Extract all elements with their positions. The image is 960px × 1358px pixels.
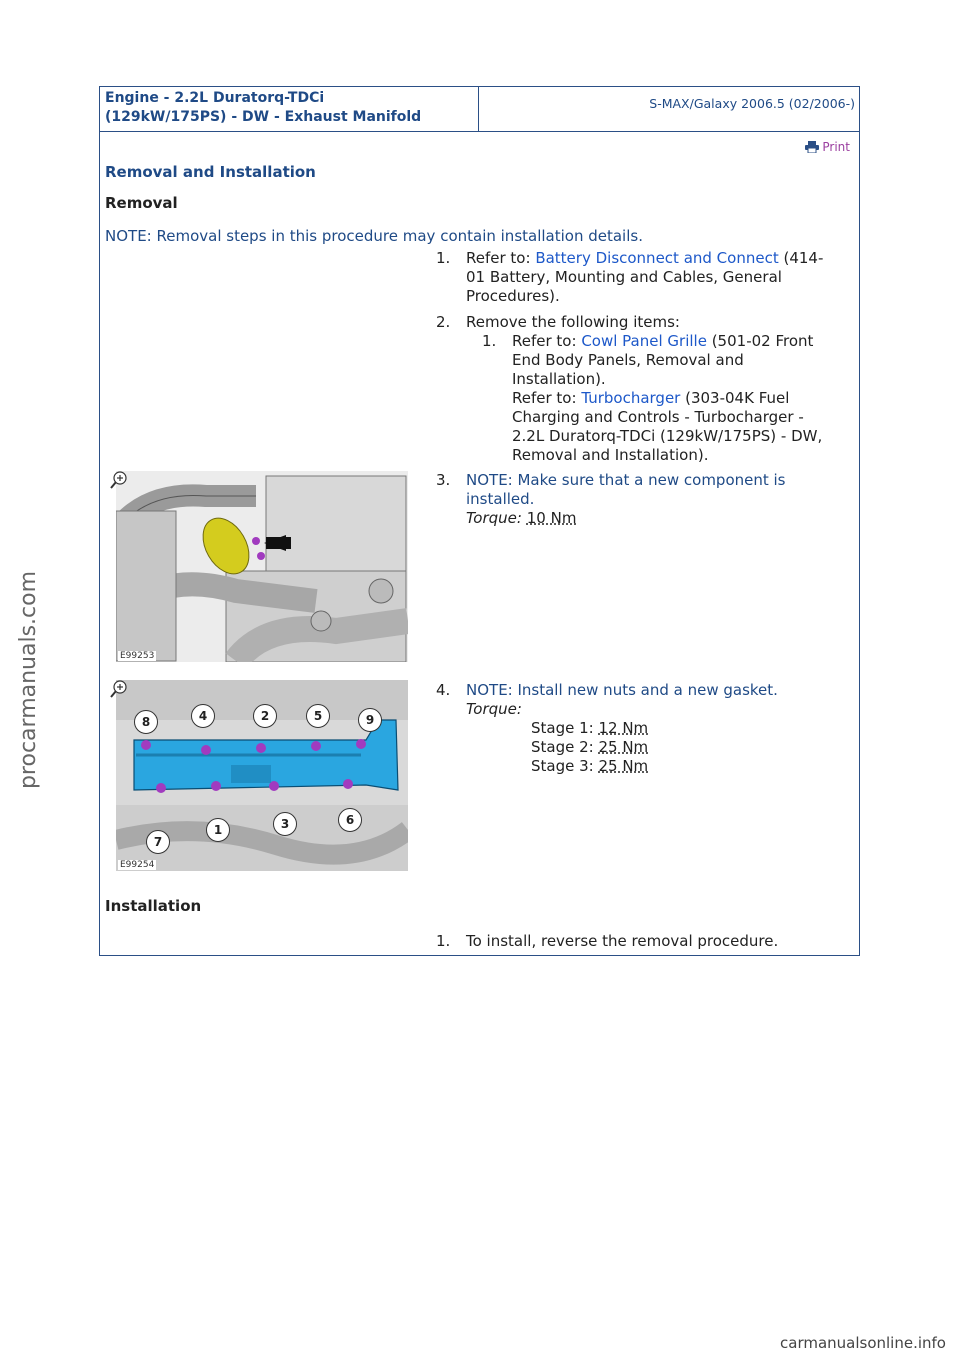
figure-exhaust-manifold bbox=[116, 680, 408, 871]
turbocharger-link[interactable]: Turbocharger bbox=[581, 389, 681, 407]
figure-intake-hose bbox=[116, 471, 408, 662]
refer-prefix: Refer to: bbox=[466, 249, 536, 267]
figure-id: E99254 bbox=[120, 860, 155, 870]
header-title-line2: (129kW/175PS) - DW - Exhaust Manifold bbox=[105, 109, 422, 125]
step-note-line1: NOTE: Make sure that a new component is bbox=[466, 471, 786, 489]
callout-9: 9 bbox=[358, 708, 382, 732]
step-text: Remove the following items: bbox=[466, 313, 680, 331]
zoom-icon[interactable] bbox=[110, 471, 128, 489]
step-number: 1. bbox=[436, 249, 451, 267]
ref-line3: 2.2L Duratorq-TDCi (129kW/175PS) - DW, bbox=[512, 427, 823, 445]
figure-id: E99253 bbox=[120, 651, 155, 661]
stage-2 bbox=[531, 738, 751, 757]
removal-note: NOTE: Removal steps in this procedure may contain installation details. bbox=[105, 227, 643, 245]
header-title-cell bbox=[100, 87, 479, 132]
section-title: Removal and Installation bbox=[105, 163, 316, 181]
step-number: 1. bbox=[436, 932, 451, 950]
procedure-frame bbox=[99, 86, 860, 956]
step-note: NOTE: Install new nuts and a new gasket. bbox=[466, 681, 778, 699]
ref-line3: Installation). bbox=[512, 370, 606, 388]
callout-3: 3 bbox=[273, 812, 297, 836]
callout-6: 6 bbox=[338, 808, 362, 832]
callout-8: 8 bbox=[134, 710, 158, 734]
installation-heading: Installation bbox=[105, 897, 202, 915]
stage-label: Stage 3: bbox=[531, 757, 599, 775]
printer-icon bbox=[805, 141, 819, 153]
battery-disconnect-link[interactable]: Battery Disconnect and Connect bbox=[535, 249, 779, 267]
header-model: S-MAX/Galaxy 2006.5 (02/2006-) bbox=[479, 87, 859, 132]
ref-line4: Removal and Installation). bbox=[512, 446, 709, 464]
footer-watermark: carmanualsonline.info bbox=[780, 1334, 946, 1352]
stage-value[interactable]: 12 Nm bbox=[598, 719, 649, 737]
step-text: To install, reverse the removal procedure. bbox=[466, 932, 779, 950]
removal-heading: Removal bbox=[105, 194, 178, 212]
cowl-panel-grille-link[interactable]: Cowl Panel Grille bbox=[581, 332, 707, 350]
step-number: 4. bbox=[436, 681, 451, 699]
engine-illustration bbox=[116, 471, 408, 662]
stage-label: Stage 2: bbox=[531, 738, 599, 756]
sub-step-number: 1. bbox=[482, 332, 497, 350]
print-label: Print bbox=[822, 140, 850, 154]
ref-line2: Charging and Controls - Turbocharger - bbox=[512, 408, 804, 426]
ref-suffix: (501-02 Front bbox=[706, 332, 814, 350]
refer-prefix: Refer to: bbox=[512, 389, 582, 407]
callout-4: 4 bbox=[191, 704, 215, 728]
header-title-line1: Engine - 2.2L Duratorq-TDCi bbox=[105, 90, 325, 106]
callout-1: 1 bbox=[206, 818, 230, 842]
torque-label: Torque: bbox=[466, 700, 522, 718]
ref-line2: 01 Battery, Mounting and Cables, General bbox=[466, 268, 782, 286]
stage-label: Stage 1: bbox=[531, 719, 599, 737]
refer-prefix: Refer to: bbox=[512, 332, 582, 350]
ref-suffix: (414- bbox=[778, 249, 824, 267]
callout-5: 5 bbox=[306, 704, 330, 728]
stage-1 bbox=[531, 719, 751, 738]
torque-stages bbox=[531, 719, 751, 776]
step-number: 2. bbox=[436, 313, 451, 331]
step-note-line2: installed. bbox=[466, 490, 535, 508]
ref-suffix: (303-04K Fuel bbox=[680, 389, 790, 407]
torque-label: Torque: bbox=[466, 509, 522, 527]
stage-3 bbox=[531, 757, 751, 776]
torque-value[interactable]: 10 Nm bbox=[526, 509, 577, 527]
side-watermark: procarmanuals.com bbox=[15, 570, 41, 790]
stage-value[interactable]: 25 Nm bbox=[598, 738, 649, 756]
ref-line2: End Body Panels, Removal and bbox=[512, 351, 744, 369]
step-number: 3. bbox=[436, 471, 451, 489]
callout-7: 7 bbox=[146, 830, 170, 854]
stage-value[interactable]: 25 Nm bbox=[598, 757, 649, 775]
callout-2: 2 bbox=[253, 704, 277, 728]
ref-line3: Procedures). bbox=[466, 287, 560, 305]
print-button[interactable] bbox=[805, 140, 850, 154]
